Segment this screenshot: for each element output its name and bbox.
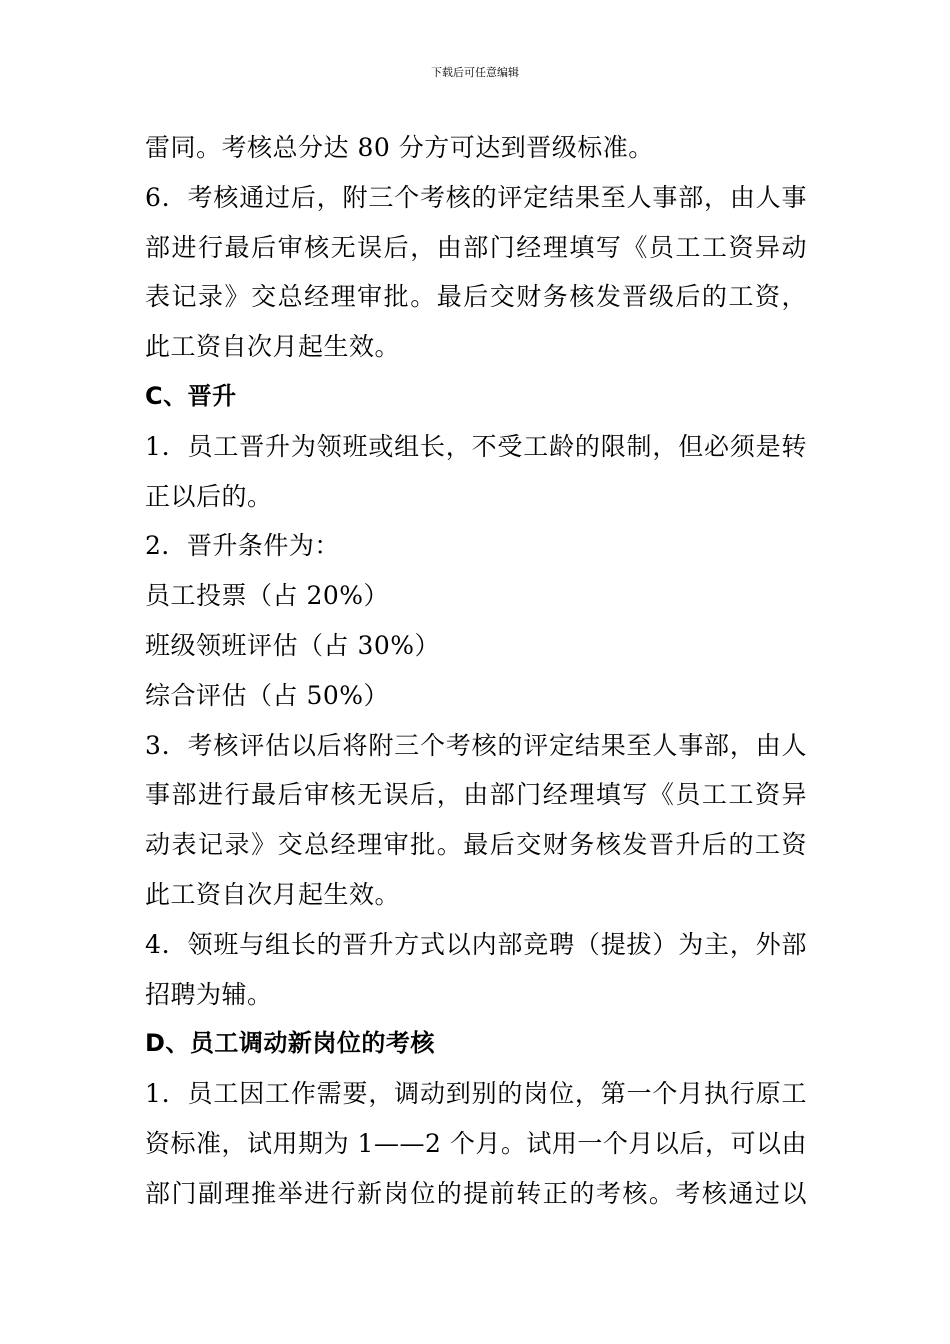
paragraph-line: 1．员工晋升为领班或组长，不受工龄的限制，但必须是转 [145,431,807,461]
paragraph-line: 雷同。考核总分达 80 分方可达到晋级标准。 [145,133,654,162]
paragraph-line: 此工资自次月起生效。 [145,332,401,362]
paragraph-line: 表记录》交总经理审批。最后交财务核发晋级后的工资， [145,282,807,312]
paragraph-line: 综合评估（占 50%） [145,680,390,710]
paragraph-line: 班级领班评估（占 30%） [145,630,441,660]
paragraph-line: 部门副理推举进行新岗位的提前转正的考核。考核通过以 [145,1178,807,1208]
paragraph-line: 4．领班与组长的晋升方式以内部竞聘（提拔）为主，外部 [145,929,807,959]
paragraph-line: 部进行最后审核无误后，由部门经理填写《员工工资异动 [145,232,807,262]
paragraph-line: 员工投票（占 20%） [145,581,390,611]
paragraph-line: 此工资自次月起生效。 [145,879,401,909]
paragraph-line: 1．员工因工作需要，调动到别的岗位，第一个月执行原工 [145,1079,807,1109]
paragraph-line: 动表记录》交总经理审批。最后交财务核发晋升后的工资 [145,830,807,860]
paragraph-line: 资标准，试用期为 1——2 个月。试用一个月以后，可以由 [145,1128,807,1158]
paragraph-line: 正以后的。 [145,481,273,511]
section-heading: D、员工调动新岗位的考核 [145,1029,435,1058]
page-header: 下载后可任意编辑 [431,66,519,79]
paragraph-line: 事部进行最后审核无误后，由部门经理填写《员工工资异 [145,780,807,810]
document-body [145,123,807,1219]
paragraph-line: 招聘为辅。 [145,979,273,1009]
section-heading: C、晋升 [145,381,237,410]
paragraph-line: 2．晋升条件为： [145,531,340,561]
paragraph-line: 6．考核通过后，附三个考核的评定结果至人事部，由人事 [145,182,807,212]
paragraph-line: 3．考核评估以后将附三个考核的评定结果至人事部，由人 [145,730,807,760]
